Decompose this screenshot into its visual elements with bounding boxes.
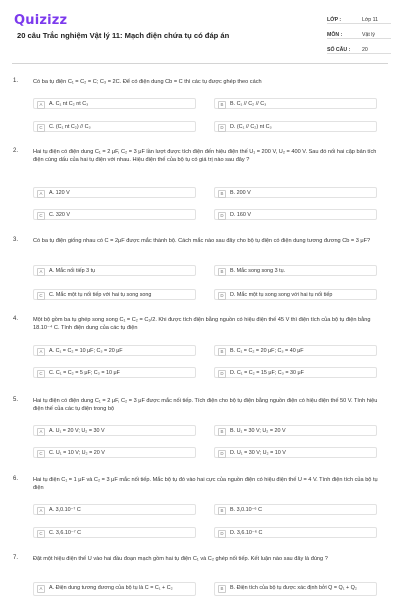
question-number: 1. xyxy=(13,78,19,84)
option-letter: A xyxy=(37,507,45,515)
option-text: D. C₁ = C₂ = 15 μF; C₃ = 30 μF xyxy=(230,370,304,376)
option-d[interactable] xyxy=(214,447,377,458)
option-a[interactable] xyxy=(33,265,196,276)
page-title: 20 câu Trắc nghiệm Vật lý 11: Mạch điện chứa tụ có đáp án xyxy=(17,31,230,40)
option-letter: D xyxy=(218,450,226,458)
option-text: B. Mắc song song 3 tụ. xyxy=(230,268,286,274)
option-d[interactable] xyxy=(214,367,377,378)
question-number: 6. xyxy=(13,476,19,482)
option-text: A. U₁ = 20 V; U₂ = 30 V xyxy=(49,428,105,434)
option-a[interactable] xyxy=(33,345,196,356)
option-letter: C xyxy=(37,450,45,458)
quizizz-logo: Quizizz xyxy=(14,13,68,28)
option-b[interactable] xyxy=(214,504,377,515)
option-d[interactable] xyxy=(214,527,377,538)
option-letter: A xyxy=(37,190,45,198)
option-letter: B xyxy=(218,507,226,515)
option-c[interactable] xyxy=(33,367,196,378)
option-text: D. (C₁ // C₂) nt C₃ xyxy=(230,124,272,130)
option-letter: B xyxy=(218,428,226,436)
option-a[interactable] xyxy=(33,98,196,109)
option-letter: D xyxy=(218,530,226,538)
option-letter: B xyxy=(218,268,226,276)
meta-subject xyxy=(327,27,391,39)
quiz-meta xyxy=(327,12,391,57)
option-letter: A xyxy=(37,585,45,593)
question-text: Có ba tụ điện giống nhau có C = 2μF được mắc thành bộ. Cách mắc nào sau đây cho bộ tụ điện có điện dung tương đương Cb = 3 μF? xyxy=(33,238,371,244)
question-number: 7. xyxy=(13,555,19,561)
meta-class xyxy=(327,12,391,24)
meta-count-value: 20 xyxy=(362,47,368,53)
option-text: D. 160 V xyxy=(230,212,251,218)
option-text: A. C₁ nt C₂ nt C₃ xyxy=(49,101,89,107)
question-text: Hai tụ điện có điện dung C₁ = 2 μF, C₂ = 3 μF lần lượt được tích điện đến hiệu điện thế U₁ = 200 V, U₂ = 400 V. Sau đó nối hai cặp bản tích điện cùng dấu của hai tụ điện với nhau. Hiệu điện thế của bộ tụ có giá trị nào sau đây ? xyxy=(33,149,377,164)
meta-subject-label: MÔN : xyxy=(327,32,343,38)
option-letter: A xyxy=(37,348,45,356)
option-a[interactable] xyxy=(33,582,196,596)
option-letter: D xyxy=(218,292,226,300)
option-b[interactable] xyxy=(214,98,377,109)
option-c[interactable] xyxy=(33,289,196,300)
option-letter: C xyxy=(37,292,45,300)
option-letter: A xyxy=(37,268,45,276)
option-letter: A xyxy=(37,101,45,109)
option-text: C. U₁ = 10 V; U₂ = 20 V xyxy=(49,450,105,456)
option-b[interactable] xyxy=(214,265,377,276)
option-text: A. 3,0.10⁻⁷ C xyxy=(49,507,81,513)
option-b[interactable] xyxy=(214,425,377,436)
option-b[interactable] xyxy=(214,345,377,356)
option-c[interactable] xyxy=(33,527,196,538)
option-letter: C xyxy=(37,530,45,538)
option-letter: B xyxy=(218,348,226,356)
option-b[interactable] xyxy=(214,187,377,198)
option-text: D. 3,6.10⁻⁶ C xyxy=(230,530,263,536)
option-letter: B xyxy=(218,190,226,198)
option-b[interactable] xyxy=(214,582,377,596)
option-text: A. Điện dung tương đương của bộ tụ là C = C₁ + C₂ xyxy=(49,585,173,591)
option-a[interactable] xyxy=(33,187,196,198)
option-text: A. C₁ = C₂ = 10 μF; C₃ = 20 μF xyxy=(49,348,123,354)
question-number: 2. xyxy=(13,148,19,154)
header-divider xyxy=(12,63,388,64)
option-d[interactable] xyxy=(214,121,377,132)
option-c[interactable] xyxy=(33,121,196,132)
option-text: C. 320 V xyxy=(49,212,70,218)
question-number: 3. xyxy=(13,237,19,243)
meta-class-value: Lớp 11 xyxy=(362,17,378,23)
option-text: C. (C₁ nt C₂) // C₃ xyxy=(49,124,91,130)
question-text: Hai tụ điện C₁ = 1 μF và C₂ = 3 μF mắc nối tiếp. Mắc bộ tụ đó vào hai cực của nguồn điện có hiệu điện thế U = 4 V. Tính điện tích của bộ tụ điện xyxy=(33,477,378,492)
option-letter: A xyxy=(37,428,45,436)
option-letter: D xyxy=(218,124,226,132)
option-a[interactable] xyxy=(33,425,196,436)
option-text: C. 3,6.10⁻⁷ C xyxy=(49,530,82,536)
option-letter: B xyxy=(218,101,226,109)
option-text: D. Mắc một tụ song song với hai tụ nối tiếp xyxy=(230,292,333,298)
option-letter: D xyxy=(218,370,226,378)
meta-count-label: SỐ CÂU : xyxy=(327,47,351,53)
option-text: B. 3,0.10⁻⁶ C xyxy=(230,507,263,513)
meta-count xyxy=(327,42,391,54)
option-text: B. C₁ // C₂ // C₃ xyxy=(230,101,267,107)
option-letter: C xyxy=(37,370,45,378)
question-text: Hai tụ điện có điện dung C₁ = 2 μF, C₂ = 3 μF được mắc nối tiếp. Tích điện cho bộ tụ điện bằng nguồn điện có hiệu điện thế 50 V. Tính hiệu điện thế của các tụ điện trong bộ xyxy=(33,398,378,413)
question-text: Đặt một hiệu điện thế U vào hai đầu đoạn mạch gồm hai tụ điện C₁ và C₂ ghép nối tiếp. Kết luận nào sau đây là đúng ? xyxy=(33,556,328,562)
option-letter: C xyxy=(37,124,45,132)
option-letter: C xyxy=(37,212,45,220)
option-letter: D xyxy=(218,212,226,220)
question-number: 4. xyxy=(13,316,19,322)
option-text: D. U₁ = 30 V; U₂ = 10 V xyxy=(230,450,286,456)
question-text: Một bộ gồm ba tụ ghép song song C₁ = C₂ = C₃/2. Khi được tích điện bằng nguồn có hiệu điện thế 45 V thì điện tích của bộ tụ điện bằng 18.10⁻⁴ C. Tính điện dung của các tụ điện xyxy=(33,317,371,332)
option-text: B. Điện tích của bộ tụ được xác định bởi Q = Q₁ + Q₂ xyxy=(230,585,357,591)
option-text: C. Mắc một tụ nối tiếp với hai tụ song song xyxy=(49,292,152,298)
option-text: C. C₁ = C₂ = 5 μF; C₃ = 10 μF xyxy=(49,370,120,376)
page-header xyxy=(0,0,400,58)
question-text: Có ba tụ điện C₁ = C₂ = C; C₃ = 2C. Để có điện dung Cb = C thì các tụ được ghép theo cách xyxy=(33,79,262,85)
option-text: A. Mắc nối tiếp 3 tụ xyxy=(49,268,96,274)
option-d[interactable] xyxy=(214,209,377,220)
option-c[interactable] xyxy=(33,447,196,458)
meta-subject-value: Vật lý xyxy=(362,32,375,38)
option-text: B. 200 V xyxy=(230,190,251,196)
option-a[interactable] xyxy=(33,504,196,515)
option-text: B. U₁ = 30 V; U₂ = 20 V xyxy=(230,428,286,434)
option-d[interactable] xyxy=(214,289,377,300)
option-c[interactable] xyxy=(33,209,196,220)
option-text: B. C₁ = C₂ = 20 μF; C₃ = 40 μF xyxy=(230,348,304,354)
option-letter: B xyxy=(218,585,226,593)
option-text: A. 120 V xyxy=(49,190,70,196)
question-number: 5. xyxy=(13,397,19,403)
meta-class-label: LỚP : xyxy=(327,17,342,23)
